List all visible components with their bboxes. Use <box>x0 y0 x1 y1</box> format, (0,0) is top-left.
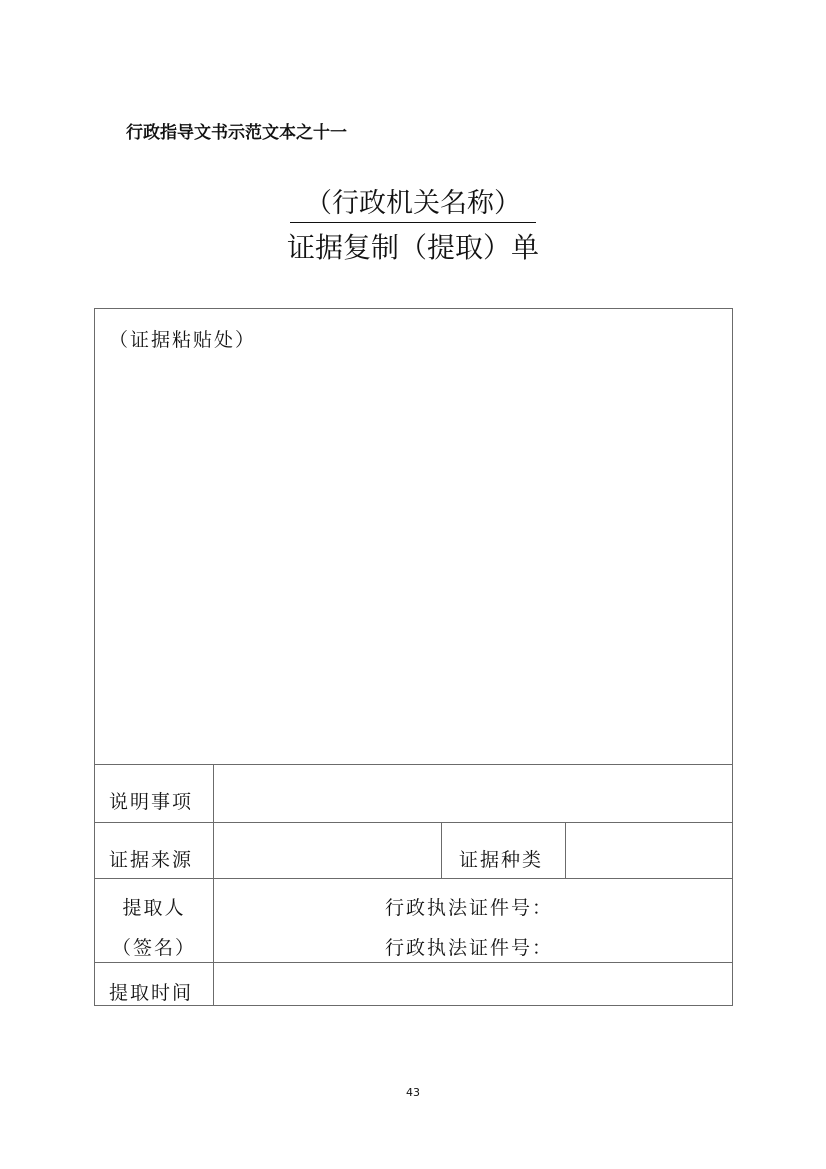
extraction-time-label: 提取时间 <box>109 982 194 1004</box>
series-label: 行政指导文书示范文本之十一 <box>126 123 347 143</box>
license-number-label-1: 行政执法证件号： <box>385 897 554 919</box>
license-number-label-2: 行政执法证件号： <box>385 937 554 959</box>
description-label: 说明事项 <box>109 791 194 813</box>
label-column-divider <box>213 764 214 1006</box>
document-title: 证据复制（提取）单 <box>286 231 539 264</box>
evidence-form-table <box>94 308 733 1006</box>
type-label-left-divider <box>441 822 442 878</box>
type-label-right-divider <box>565 822 566 878</box>
agency-name-heading: （行政机关名称） <box>290 186 536 223</box>
extractor-label: 提取人 <box>122 897 186 919</box>
page-number: 43 <box>406 1086 420 1099</box>
row-divider-source <box>95 822 732 823</box>
source-label: 证据来源 <box>109 849 194 871</box>
row-divider-extractor <box>95 878 732 879</box>
extractor-signature-label: （签名） <box>111 937 196 959</box>
evidence-paste-area-label: （证据粘贴处） <box>109 329 257 351</box>
row-divider-time <box>95 962 732 963</box>
row-divider-description <box>95 764 732 765</box>
type-label: 证据种类 <box>459 849 544 871</box>
